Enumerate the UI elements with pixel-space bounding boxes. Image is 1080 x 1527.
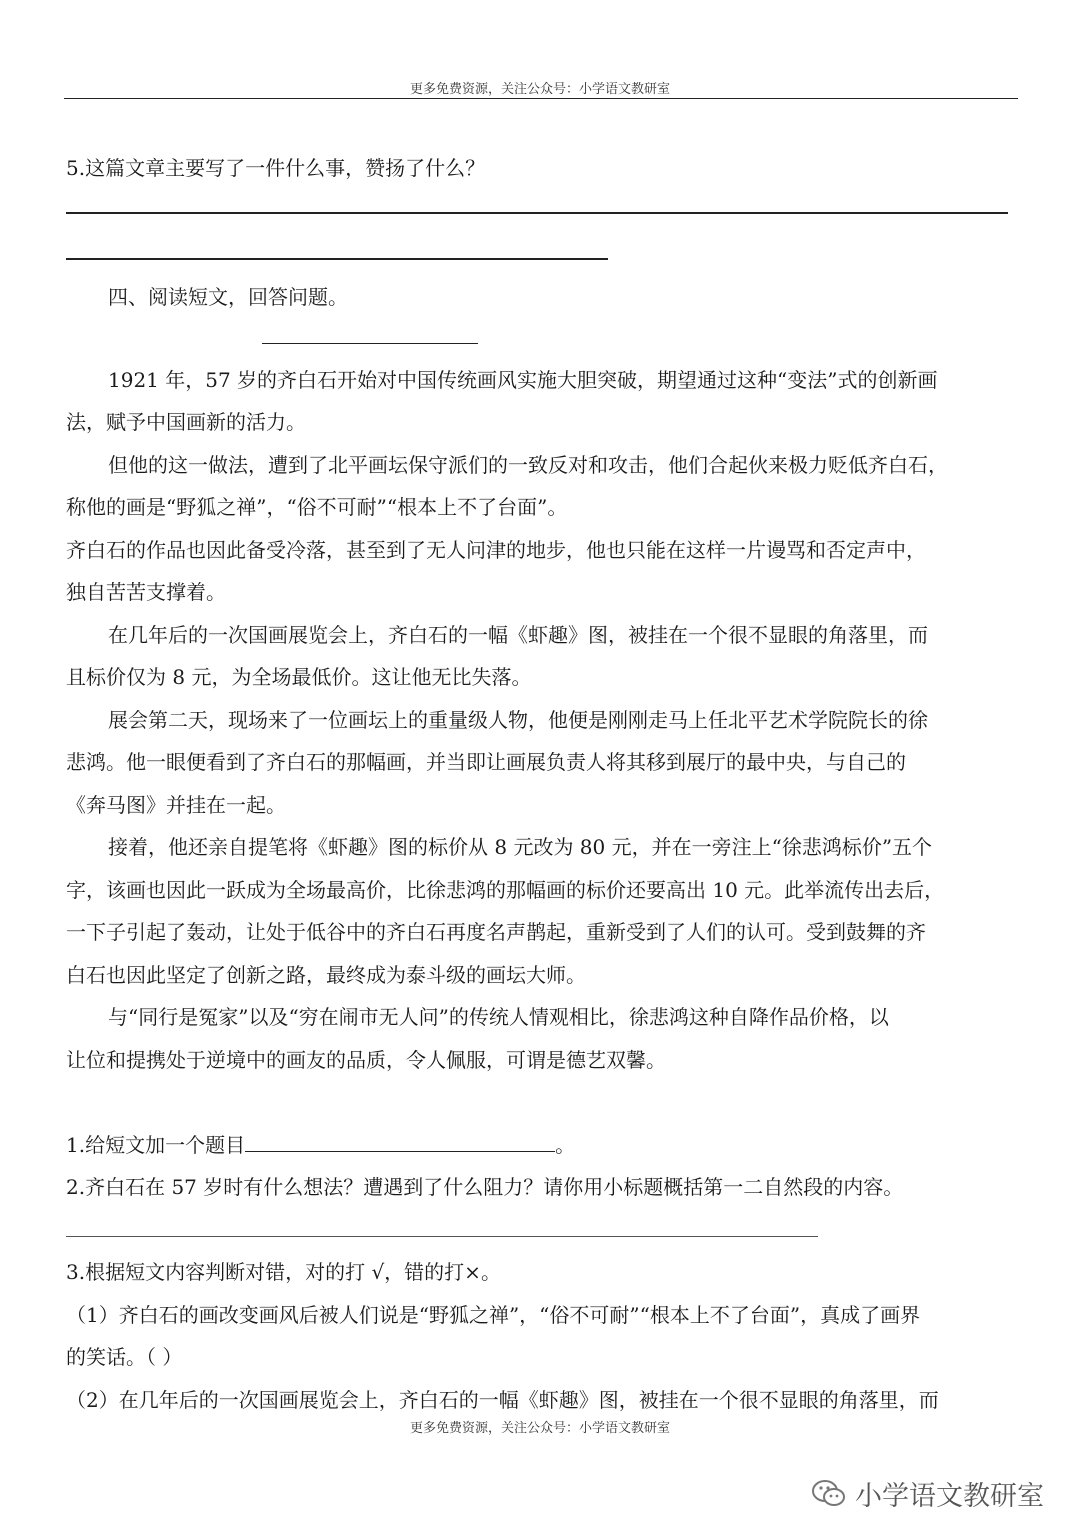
page-header: 更多免费资源，关注公众号：小学语文教研室 [409, 82, 670, 97]
answer-line-1 [66, 212, 1008, 214]
passage-line: 让位和提携处于逆境中的画友的品质，令人佩服，可谓是德艺双馨。 [66, 1048, 666, 1072]
wechat-icon [811, 1478, 847, 1510]
question-2-answer-line[interactable] [66, 1236, 818, 1237]
question-1 [66, 1129, 575, 1158]
passage-line: 与“同行是冤家”以及“穷在闹市无人问”的传统人情观相比，徐悲鸿这种自降作品价格，以 [108, 1005, 889, 1029]
passage-line: 1921 年，57 岁的齐白石开始对中国传统画风实施大胆突破，期望通过这种“变法”式的创新画 [108, 368, 938, 392]
question-3-item-2: （2）在几年后的一次国画展览会上，齐白石的一幅《虾趣》图，被挂在一个很不显眼的角落里，而 [66, 1388, 939, 1412]
question-5: 5.这篇文章主要写了一件什么事，赞扬了什么？ [66, 156, 486, 180]
passage-line: 称他的画是“野狐之禅”，“俗不可耐”“根本上不了台面”。 [66, 495, 568, 519]
answer-line-2 [66, 258, 608, 260]
section-heading: 四、阅读短文，回答问题。 [108, 285, 348, 309]
title-blank [262, 343, 478, 344]
watermark [811, 1474, 1044, 1513]
passage-line: 《奔马图》并挂在一起。 [66, 793, 286, 817]
question-3-item-1: （1）齐白石的画改变画风后被人们说是“野狐之禅”，“俗不可耐”“根本上不了台面”，真成了画界 [66, 1303, 921, 1327]
page-footer: 更多免费资源，关注公众号：小学语文教研室 [409, 1421, 670, 1436]
passage-line: 齐白石的作品也因此备受冷落，甚至到了无人问津的地步，他也只能在这样一片谩骂和否定声中， [66, 538, 926, 562]
passage-line: 白石也因此坚定了创新之路，最终成为泰斗级的画坛大师。 [66, 963, 586, 987]
question-1-end: 。 [555, 1133, 576, 1157]
question-2: 2.齐白石在 57 岁时有什么想法？遭遇到了什么阻力？请你用小标题概括第一二自然段的内容。 [66, 1175, 904, 1199]
passage-line: 一下子引起了轰动，让处于低谷中的齐白石再度名声鹊起，重新受到了人们的认可。受到鼓舞的齐 [66, 920, 926, 944]
question-3-item-1-cont: 的笑话。（ ） [66, 1345, 183, 1369]
passage-line: 独自苦苦支撑着。 [66, 580, 226, 604]
question-1-blank[interactable] [245, 1133, 555, 1152]
passage-line: 展会第二天，现场来了一位画坛上的重量级人物，他便是刚刚走马上任北平艺术学院院长的徐 [108, 708, 928, 732]
header-rule [64, 98, 1018, 99]
question-3: 3.根据短文内容判断对错，对的打 √，错的打×。 [66, 1260, 501, 1284]
passage-line: 字，该画也因此一跃成为全场最高价，比徐悲鸿的那幅画的标价还要高出 10 元。此举流传出去后， [66, 878, 945, 902]
passage-line: 接着，他还亲自提笔将《虾趣》图的标价从 8 元改为 80 元，并在一旁注上“徐悲鸿标价”五个 [108, 835, 933, 859]
question-1-text: 1.给短文加一个题目 [66, 1133, 246, 1157]
passage-line: 但他的这一做法，遭到了北平画坛保守派们的一致反对和攻击，他们合起伙来极力贬低齐白石， [108, 453, 948, 477]
passage-line: 法，赋予中国画新的活力。 [66, 410, 306, 434]
passage-line: 在几年后的一次国画展览会上，齐白石的一幅《虾趣》图，被挂在一个很不显眼的角落里，而 [108, 623, 928, 647]
passage-line: 且标价仅为 8 元，为全场最低价。这让他无比失落。 [66, 665, 532, 689]
passage-line: 悲鸿。他一眼便看到了齐白石的那幅画，并当即让画展负责人将其移到展厅的最中央，与自己的 [66, 750, 906, 774]
watermark-text: 小学语文教研室 [855, 1481, 1044, 1512]
